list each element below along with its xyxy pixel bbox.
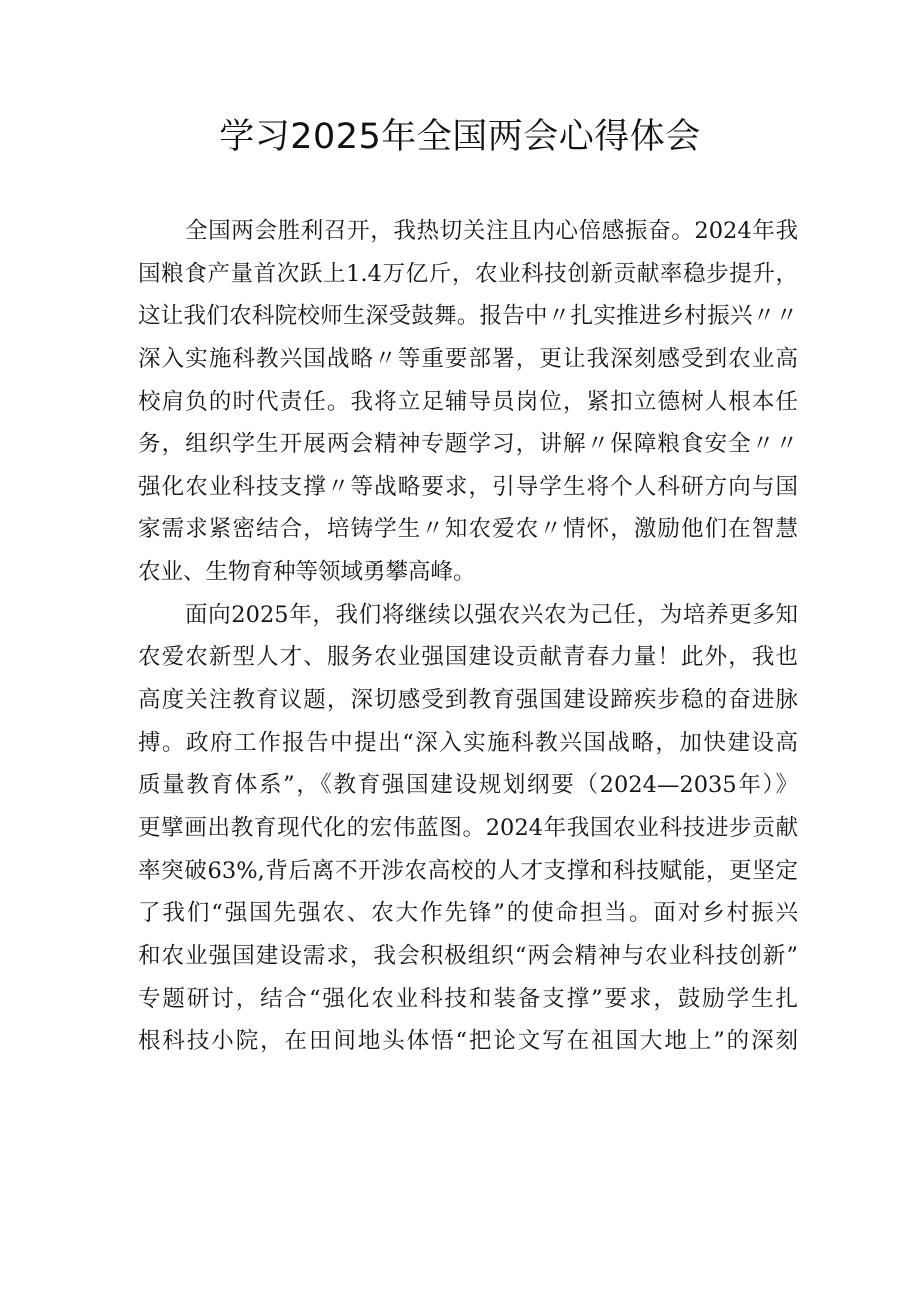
text-line: 校肩负的时代责任。我将立足辅导员岗位，紧扣立德树人根本任 — [138, 388, 798, 415]
text-line: 了我们“强国先强农、农大作先锋”的使命担当。面对乡村振兴 — [138, 900, 798, 927]
text-line: 务，组织学生开展两会精神专题学习，讲解〃保障粮食安全〃〃 — [138, 431, 798, 458]
text-line: 高度关注教育议题，深切感受到教育强国建设蹄疾步稳的奋进脉 — [138, 687, 798, 714]
text-line: 根科技小院，在田间地头体悟“把论文写在祖国大地上”的深刻 — [138, 1028, 798, 1055]
text-line: 国粮食产量首次跃上1.4万亿斤，农业科技创新贡献率稳步提升， — [138, 260, 798, 287]
text-line: 搏。政府工作报告中提出“深入实施科教兴国战略，加快建设高 — [138, 729, 798, 756]
text-line: 专题研讨，结合“强化农业科技和装备支撑”要求，鼓励学生扎 — [138, 985, 798, 1012]
text-line: 和农业强国建设需求，我会积极组织“两会精神与农业科技创新” — [138, 942, 798, 969]
text-line: 农爱农新型人才、服务农业强国建设贡献青春力量！此外，我也 — [138, 644, 798, 671]
text-line: 全国两会胜利召开，我热切关注且内心倍感振奋。2024年我 — [185, 218, 798, 244]
paragraph-2 — [138, 594, 798, 1063]
text-line: 面向2025年，我们将继续以强农兴农为己任，为培养更多知 — [185, 601, 798, 628]
text-line: 强化农业科技支撑〃等战略要求，引导学生将个人科研方向与国 — [138, 473, 798, 500]
document-title: 学习2025年全国两会心得体会 — [219, 117, 701, 157]
paragraph-1 — [138, 210, 798, 594]
text-line: 率突破63%,背后离不开涉农高校的人才支撑和科技赋能，更坚定 — [138, 857, 798, 884]
text-line: 农业、生物育种等领域勇攀高峰。 — [138, 559, 476, 586]
text-line: 家需求紧密结合，培铸学生〃知农爱农〃情怀，激励他们在智慧 — [138, 516, 798, 543]
text-line: 深入实施科教兴国战略〃等重要部署，更让我深刻感受到农业高 — [138, 345, 798, 372]
text-line: 更擘画出教育现代化的宏伟蓝图。2024年我国农业科技进步贡献 — [138, 814, 798, 841]
document-body — [138, 210, 798, 1063]
text-line: 质量教育体系”，《教育强国建设规划纲要（2024—2035年）》 — [138, 772, 798, 799]
text-line: 这让我们农科院校师生深受鼓舞。报告中〃扎实推进乡村振兴〃〃 — [138, 303, 798, 330]
